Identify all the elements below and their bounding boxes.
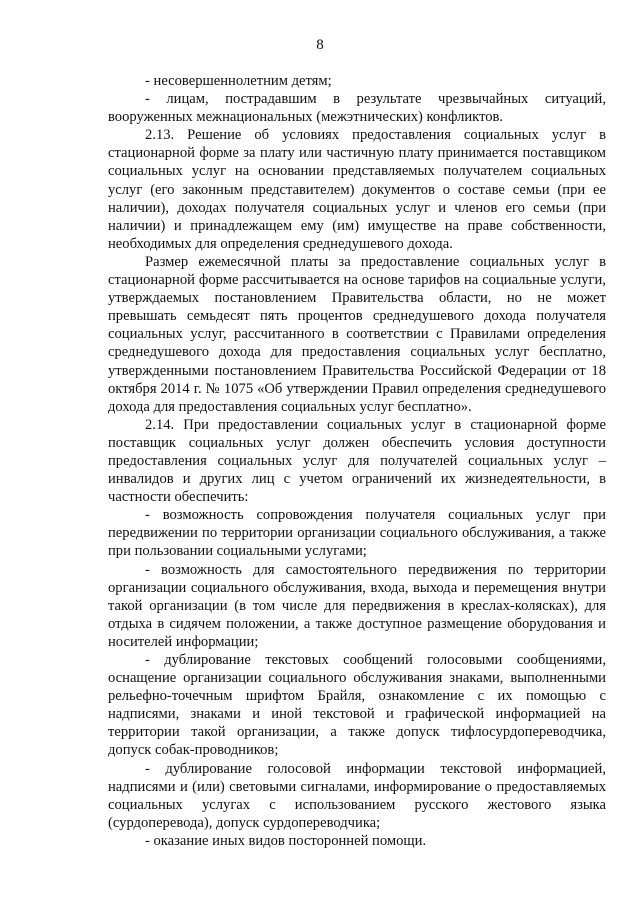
page-number: 8	[316, 37, 324, 53]
list-item-other-assistance: - оказание иных видов посторонней помощи.	[145, 832, 427, 849]
list-item-emergency-victims: - лицам, пострадавшим в результате чрезвычайных ситуаций, вооруженных межнациональных (межэтнических) конфликтов.	[108, 91, 606, 126]
clause-2-13: 2.13. Решение об условиях предоставления социальных услуг в стационарной форме за плату или частичную плату принимается поставщиком социальных услуг на основании представляемых получателем социальных услуг (его законным представителем) документов о составе семьи (при ее наличии), доходах получателя социальных услуг и членов его семьи (при наличии) и принадлежащем ему (им) имуществе на праве собственности, необходимых для определения среднедушевого дохода.	[108, 127, 606, 252]
document-body	[108, 72, 606, 850]
list-item-text-duplication: - дублирование текстовых сообщений голосовыми сообщениями, оснащение организации социального обслуживания знаками, выполненными рельефно-точечным шрифтом Брайля, ознакомление с их помощью с надписями, знаками и иной текстовой и графической информацией на территории такой организации, а также допуск тифлосурдопереводчика, допуск собак-проводников;	[108, 652, 606, 759]
list-item-independent-movement: - возможность для самостоятельного передвижения по территории организации социального обслуживания, входа, выхода и перемещения внутри такой организации (в том числе для передвижения в креслах-колясках), для отдыха в сидячем положении, а также доступное размещение оборудования и носителей информации;	[108, 561, 606, 650]
list-item-voice-duplication: - дублирование голосовой информации текстовой информацией, надписями и (или) световыми сигналами, информирование о предоставляемых социальных услугах с использованием русского жестового языка (сурдоперевода), допуск сурдопереводчика;	[108, 760, 606, 831]
list-item-escort: - возможность сопровождения получателя социальных услуг при передвижении по территории организации социального обслуживания, а также при пользовании социальными услугами;	[108, 507, 606, 560]
clause-2-14: 2.14. При предоставлении социальных услуг в стационарной форме поставщик социальных услуг должен обеспечить условия доступности предоставления социальных услуг для получателей социальных услуг – инвалидов и других лиц с учетом ограничений их жизнедеятельности, в частности обеспечить:	[108, 416, 606, 506]
list-item-minors: - несовершеннолетним детям;	[145, 73, 332, 89]
paragraph-monthly-fee: Размер ежемесячной платы за предоставление социальных услуг в стационарной форме рассчитывается на основе тарифов на социальные услуги, утверждаемых постановлением Правительства области, но не может превышать семьдесят пять процентов среднедушевого дохода получателя социальных услуг, рассчитанного в соответствии с Правилами определения среднедушевого дохода для предоставления социальных услуг бесплатно, утвержденными постановлением Правительства Российской Федерации от 18 октября 2014 г. № 1075 «Об утверждении Правил определения среднедушевого дохода для предоставления социальных услуг бесплатно».	[108, 253, 606, 415]
